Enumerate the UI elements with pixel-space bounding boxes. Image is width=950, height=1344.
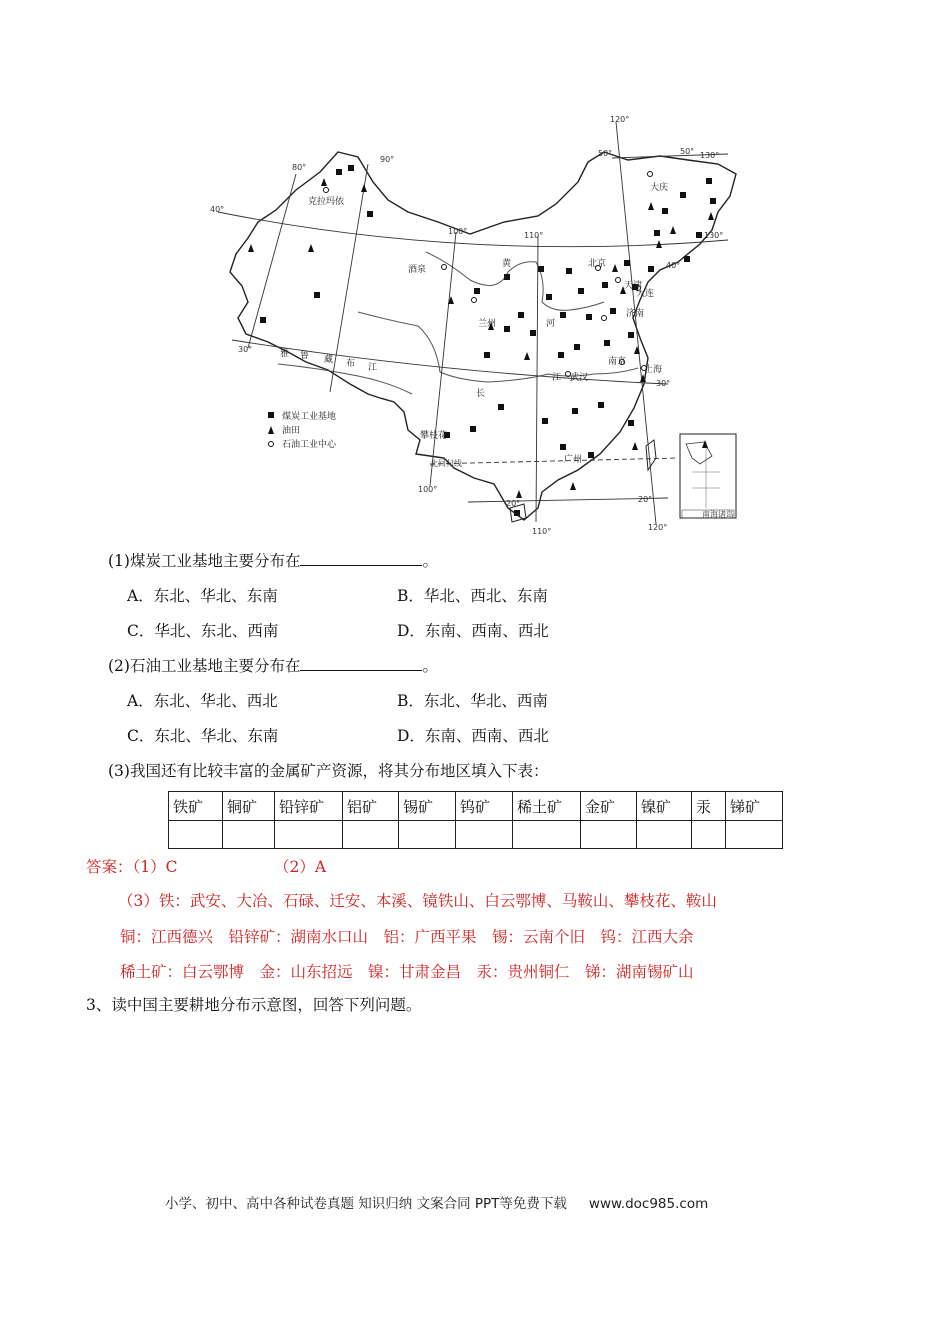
footer-url[interactable]: www.doc985.com [588,1196,709,1212]
lng-80 [248,174,296,348]
yarlung-river [278,364,412,394]
lng-100 [430,232,456,486]
svg-text:30°: 30° [238,345,253,354]
svg-text:40°: 40° [210,205,225,214]
coal-marker [530,330,536,336]
petro-markers [324,172,653,377]
coal-marker [628,332,634,338]
col-nickel: 镍矿 [637,792,692,821]
place-label: 北京 [588,259,607,269]
q2-blank[interactable] [300,656,422,671]
yangtze-river [358,312,638,382]
page-footer [165,1192,708,1212]
coal-marker [578,288,584,294]
coal-marker [498,404,504,410]
footer-text: 小学、初中、高中各种试卷真题 知识归纳 文案合同 PPT等免费下载 [165,1196,567,1212]
place-label: 藏 [324,355,334,365]
q1-option-b[interactable]: B．华北、西北、东南 [397,587,548,605]
coal-marker [348,165,354,171]
coal-marker [628,420,634,426]
oil-markers [248,178,714,498]
place-label: 广州 [564,455,583,465]
coal-marker [514,510,520,516]
minerals-header-row [169,792,783,821]
oil-marker [516,490,522,498]
oil-marker [702,440,708,448]
col-tin: 锡矿 [399,792,456,821]
cell-copper[interactable] [223,821,275,849]
col-mercury: 汞 [692,792,726,821]
cell-antimony[interactable] [726,821,783,849]
svg-text:20°: 20° [638,495,653,504]
map-legend [268,410,337,450]
oil-marker [670,226,676,234]
q2-prompt-text: (2)石油工业基地主要分布在 [108,657,301,675]
legend-coal-label: 煤炭工业基地 [282,412,337,422]
place-label: 黄 [502,259,512,269]
oil-marker [632,442,638,450]
coal-marker [546,294,552,300]
tropic-line [430,458,678,464]
cell-aluminum[interactable] [343,821,399,849]
svg-text:130°: 130° [700,151,720,160]
col-gold: 金矿 [581,792,637,821]
taiwan [646,440,656,470]
south-china-sea-inset [680,434,736,519]
cell-mercury[interactable] [692,821,726,849]
coal-marker [604,340,610,346]
china-outline [230,152,736,520]
svg-text:20°: 20° [506,499,521,508]
coal-marker [662,208,668,214]
oil-marker [656,240,662,248]
legend-oil-icon [268,426,274,434]
answer-line-1b: （2）A [274,858,327,876]
svg-text:40°: 40° [666,261,681,270]
place-label: 布 [346,359,356,369]
coal-marker [260,317,266,323]
place-labels [280,181,671,468]
degree-labels [210,115,723,536]
q3-prompt: (3)我国还有比较丰富的金属矿产资源，将其分布地区填入下表： [108,762,549,780]
col-tungsten: 钨矿 [456,792,513,821]
coal-marker [542,418,548,424]
oil-marker [361,184,367,192]
coal-marker [504,274,510,280]
col-iron: 铁矿 [169,792,223,821]
place-label: 上海 [644,365,663,375]
oil-marker [248,244,254,252]
lat-30 [232,340,668,384]
q1-prompt [108,550,438,572]
oil-marker [524,352,530,360]
col-rare-earth: 稀土矿 [513,792,581,821]
place-label: 南京 [608,357,627,367]
svg-text:120°: 120° [610,115,630,124]
q2-option-b[interactable]: B．东北、华北、西南 [397,692,548,710]
minerals-table [168,791,783,849]
place-label: 长 [476,389,486,399]
answer-line-1a: 答案：（1）C [86,858,178,876]
cell-tin[interactable] [399,821,456,849]
answer-line-3: 铜：江西德兴 铅锌矿：湖南水口山 铝：广西平果 锡：云南个旧 钨：江西大余 [120,928,694,946]
q2-option-d[interactable]: D．东南、西南、西北 [397,727,549,745]
coal-marker [484,352,490,358]
coal-marker [648,266,654,272]
coal-marker [586,314,592,320]
place-label: 克拉玛依 [308,197,345,207]
lat-40 [218,212,728,247]
coal-marker [538,266,544,272]
petro-marker [442,265,447,270]
place-label: 江 [368,363,378,373]
coal-marker [684,256,690,262]
col-lead-zinc: 铅锌矿 [275,792,343,821]
svg-text:120°: 120° [648,523,668,532]
coal-marker [560,444,566,450]
coal-marker [518,312,524,318]
svg-text:30°: 30° [656,379,671,388]
q2-end: 。 [422,657,438,675]
svg-text:130°: 130° [704,231,724,240]
place-label: 雅 [280,349,290,359]
petro-marker [602,316,607,321]
q1-prompt-text: (1)煤炭工业基地主要分布在 [108,552,301,570]
cell-rare-earth[interactable] [513,821,581,849]
china-resource-map [208,112,748,540]
coal-marker [470,426,476,432]
place-label: 济南 [626,309,645,319]
answer-line-2: （3）铁：武安、大冶、石碌、迁安、本溪、镜铁山、白云鄂博、马鞍山、攀枝花、鞍山 [118,892,717,910]
oil-marker [648,202,654,210]
col-copper: 铜矿 [223,792,275,821]
answer-line-4: 稀土矿：白云鄂博 金：山东招远 镍：甘肃金昌 汞：贵州铜仁 锑：湖南锡矿山 [120,963,694,981]
petro-marker [324,188,329,193]
lng-110 [536,236,538,522]
q2-option-c[interactable]: C．东北、华北、东南 [127,727,279,745]
coal-marker [504,326,510,332]
svg-text:50°: 50° [680,147,695,156]
minerals-answer-row [169,821,783,849]
q1-option-a[interactable]: A．东北、华北、东南 [127,587,278,605]
place-label: 大庆 [650,183,669,193]
svg-text:90°: 90° [380,155,395,164]
inset-label: 南海诸岛 [702,510,734,519]
place-label: 北回归线 [430,459,462,468]
cell-iron[interactable] [169,821,223,849]
svg-text:100°: 100° [418,485,438,494]
coal-marker [574,344,580,350]
legend-petro-icon [269,442,274,447]
legend-oil-label: 油田 [282,426,301,436]
place-label: 天津 [624,281,643,291]
svg-text:110°: 110° [524,231,544,240]
petro-marker [648,172,653,177]
q1-option-c[interactable]: C．华北、东北、西南 [127,622,279,640]
place-label: 兰州 [478,319,497,329]
legend-petro-label: 石油工业中心 [282,440,337,450]
q1-option-d[interactable]: D．东南、西南、西北 [397,622,549,640]
petro-marker [472,298,477,303]
cell-tungsten[interactable] [456,821,513,849]
coal-marker [602,282,608,288]
legend-coal-icon [268,412,274,418]
petro-marker [616,278,621,283]
coal-marker [624,260,630,266]
q1-blank[interactable] [300,551,422,566]
place-label: 酒泉 [408,265,427,275]
coal-marker [680,192,686,198]
place-label: 大连 [636,289,655,299]
coal-marker [654,230,660,236]
q1-end: 。 [422,552,438,570]
coal-marker [588,452,594,458]
coal-marker [558,352,564,358]
coal-marker [560,312,566,318]
coal-marker [706,178,712,184]
coal-marker [367,211,373,217]
cell-nickel[interactable] [637,821,692,849]
place-label: 河 [546,319,556,329]
coal-marker [710,198,716,204]
place-label: 武汉 [570,373,589,383]
map-svg [208,112,748,540]
oil-marker [708,212,714,220]
coal-marker [610,308,616,314]
col-aluminum: 铝矿 [343,792,399,821]
coal-marker [336,169,342,175]
oil-marker [308,244,314,252]
place-label: 鲁 [300,351,310,361]
coal-marker [696,232,702,238]
col-antimony: 锑矿 [726,792,783,821]
coal-marker [314,292,320,298]
oil-marker [612,264,618,272]
place-label: 江 [552,373,562,383]
svg-text:100°: 100° [448,227,468,236]
oil-marker [570,482,576,490]
q2-option-a[interactable]: A．东北、华北、西北 [127,692,278,710]
svg-text:50°: 50° [598,149,613,158]
coal-marker [572,408,578,414]
question-3-heading: 3、读中国主要耕地分布示意图，回答下列问题。 [86,996,422,1014]
coal-marker [566,268,572,274]
cell-lead-zinc[interactable] [275,821,343,849]
coal-marker [474,288,480,294]
coal-marker [598,402,604,408]
place-label: 攀枝花 [420,431,448,441]
cell-gold[interactable] [581,821,637,849]
q2-prompt [108,655,438,677]
svg-text:110°: 110° [532,527,552,536]
svg-text:80°: 80° [292,163,307,172]
oil-marker [321,178,327,186]
